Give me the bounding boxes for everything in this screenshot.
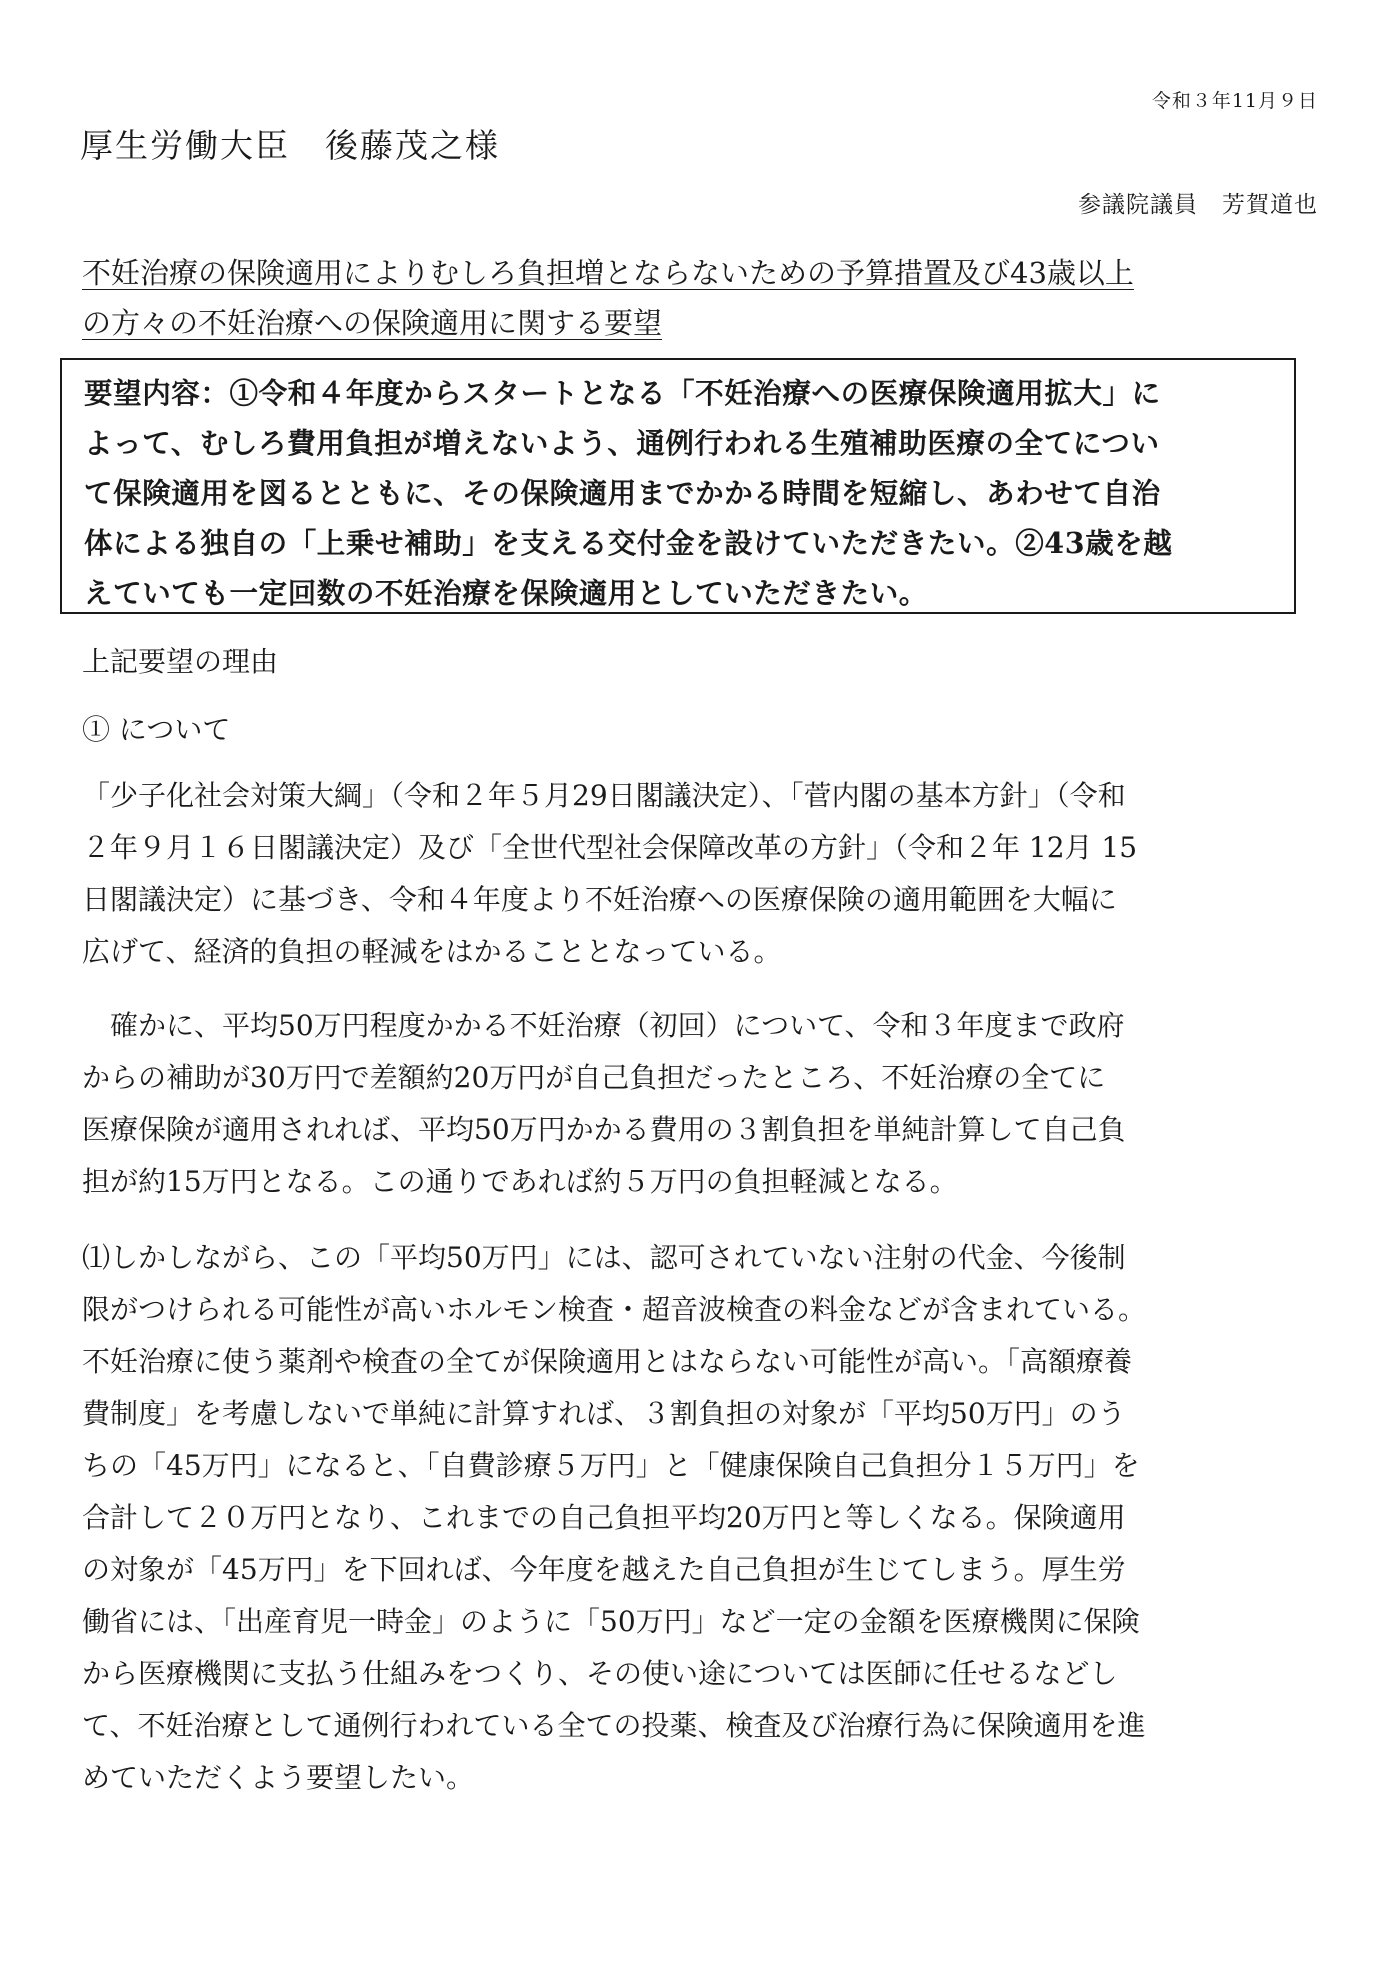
paragraph-line: 不妊治療に使う薬剤や検査の全てが保険適用とはならない可能性が高い。「高額療養 xyxy=(82,1345,1133,1378)
subject-title xyxy=(82,248,1332,348)
paragraph-line: から医療機関に支払う仕組みをつくり、その使い途については医師に任せるなどし xyxy=(82,1657,1118,1690)
paragraph-line: ⑴しかしながら、この「平均50万円」には、認可されていない注射の代金、今後制 xyxy=(82,1241,1126,1274)
subject-line: の方々の不妊治療への保険適用に関する要望 xyxy=(82,306,663,340)
paragraph-line: 日閣議決定）に基づき、令和４年度より不妊治療への医療保険の適用範囲を大幅に xyxy=(82,883,1117,916)
reasons-subheading: ① について xyxy=(82,713,231,746)
request-line: 要望内容：①令和４年度からスタートとなる「不妊治療への医療保険適用拡大」に xyxy=(84,376,1161,410)
paragraph-line: ２年９月１６日閣議決定）及び「全世代型社会保障改革の方針」（令和２年 12月 15 xyxy=(82,831,1138,864)
addressee: 厚生労働大臣 後藤茂之様 xyxy=(80,126,500,165)
paragraph-background xyxy=(82,770,1332,978)
paragraph-line: めていただくよう要望したい。 xyxy=(82,1761,475,1794)
paragraph-line: て、不妊治療として通例行われている全ての投薬、検査及び治療行為に保険適用を進 xyxy=(82,1709,1146,1742)
paragraph-line: 合計して２０万円となり、これまでの自己負担平均20万円と等しくなる。保険適用 xyxy=(82,1501,1126,1534)
paragraph-line: ちの「45万円」になると、「自費診療５万円」と「健康保険自己負担分１５万円」を xyxy=(82,1449,1140,1482)
subject-line: 不妊治療の保険適用によりむしろ負担増とならないための予算措置及び43歳以上 xyxy=(82,256,1134,290)
paragraph-cost-estimate xyxy=(82,1000,1332,1208)
paragraph-line: 働省には、「出産育児一時金」のように「50万円」など一定の金額を医療機関に保険 xyxy=(82,1605,1140,1638)
request-line: えていても一定回数の不妊治療を保険適用としていただきたい。 xyxy=(84,576,928,610)
paragraph-however xyxy=(82,1232,1332,1804)
reasons-heading: 上記要望の理由 xyxy=(82,645,279,678)
request-box xyxy=(60,358,1296,614)
paragraph-line: 広げて、経済的負担の軽減をはかることとなっている。 xyxy=(82,935,782,968)
sender: 参議院議員 芳賀道也 xyxy=(1078,192,1318,218)
request-line: 体による独自の「上乗せ補助」を支える交付金を設けていただきたい。②43歳を越 xyxy=(84,526,1173,560)
paragraph-line: 費制度」を考慮しないで単純に計算すれば、３割負担の対象が「平均50万円」のう xyxy=(82,1397,1126,1430)
paragraph-line: の対象が「45万円」を下回れば、今年度を越えた自己負担が生じてしまう。厚生労 xyxy=(82,1553,1126,1586)
letter-date: 令和３年11月９日 xyxy=(1151,90,1318,112)
paragraph-line: からの補助が30万円で差額約20万円が自己負担だったところ、不妊治療の全てに xyxy=(82,1061,1106,1094)
request-line: て保険適用を図るとともに、その保険適用までかかる時間を短縮し、あわせて自治 xyxy=(84,476,1161,510)
request-line: よって、むしろ費用負担が増えないよう、通例行われる生殖補助医療の全てについ xyxy=(84,426,1160,460)
paragraph-line: 担が約15万円となる。この通りであれば約５万円の負担軽減となる。 xyxy=(82,1165,958,1198)
paragraph-line: 限がつけられる可能性が高いホルモン検査・超音波検査の料金などが含まれている。 xyxy=(82,1293,1147,1326)
paragraph-line: 「少子化社会対策大綱」（令和２年５月29日閣議決定）、「菅内閣の基本方針」（令和 xyxy=(82,779,1126,812)
paragraph-line: 確かに、平均50万円程度かかる不妊治療（初回）について、令和３年度まで政府 xyxy=(82,1009,1125,1042)
paragraph-line: 医療保険が適用されれば、平均50万円かかる費用の３割負担を単純計算して自己負 xyxy=(82,1113,1126,1146)
